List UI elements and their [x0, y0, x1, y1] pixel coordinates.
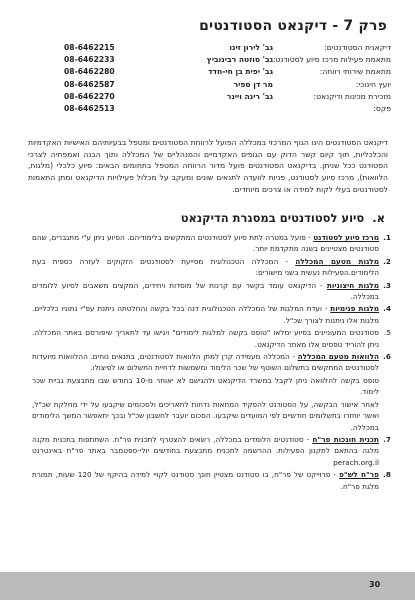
list-item: [32, 256, 391, 279]
item-keyword: מלגות פנימיות: [330, 304, 379, 314]
item-keyword: מלגות חיצוניות: [326, 280, 379, 290]
assistance-list: [32, 232, 391, 493]
contact-name: גב' רינה ויינר: [226, 91, 273, 101]
item-keyword: הלוואות מטעם המכללה: [297, 352, 379, 362]
list-item: [32, 232, 391, 255]
item-text: - סטודנטים הלומדים במכללה, רשאים להצטרף לתכנית פר"ח. השתתפות בתכנית מקנה מלגה בהתאם לתקנון הפעילות. ההרשמה לתכנית מתבצעת בחודשים יולי-ספטמבר באתר פר"ח באינטרנט perach.org.il: [32, 434, 379, 467]
list-item: [32, 434, 391, 468]
list-item: [32, 327, 391, 350]
contact-phone: 08-6462513: [64, 103, 115, 113]
item-body: טופס בקשה להלוואה ניתן לקבל במשרד הדיקנאט ולהגישם לא יאוחר מ-10 בחודש שבו מתבצעת גביית שכר לימוד.: [32, 375, 379, 397]
list-item-note: [32, 399, 391, 433]
section-letter: א.: [372, 211, 385, 225]
contact-name: מר דן ספיר: [233, 79, 273, 89]
contact-row: [64, 91, 391, 103]
item-number: 2.: [383, 256, 391, 266]
item-body: [32, 280, 379, 303]
page-number: 30: [369, 580, 381, 589]
item-body: [32, 351, 379, 374]
item-number: 5.: [384, 328, 391, 338]
contact-row: [64, 54, 391, 66]
contact-row: [64, 79, 391, 91]
item-text: - ועדת המלגות של המכללה הטכנולוגית דנה בכל בקשה והחלטתה ניתנת עפ"י נתוניו כלכליים. מלגות אלו ניתנות לצורך שכ"ל.: [32, 304, 379, 325]
item-text: סטודנטים המעוניינים בסיוע ימלאו "טופס בקשה למלגות לימודים" ויגישו עד לתאריך שיפורסם באתר המכללה. ניתן להוריד טפסים אלו מאתר הדיקנאט.: [32, 328, 379, 349]
contact-role: דיקאנית הסטודנטים:: [324, 43, 391, 52]
section-heading: [30, 211, 385, 225]
contact-phone: 08-6462587: [64, 79, 115, 89]
list-item: [32, 280, 391, 303]
item-keyword: תכנית חונכות פר"ח: [312, 434, 380, 444]
list-item: [32, 351, 391, 374]
item-number: 1.: [383, 233, 391, 242]
list-item: [32, 469, 391, 492]
item-number: 4.: [383, 304, 391, 314]
item-number: 3.: [383, 280, 391, 290]
item-body: [32, 232, 379, 255]
item-text: - פרוייקט של פר"ח, בו סטודנט מצטיין חונך סטודנט לקויי למידה בהיקף של 120 שעות, תמורת מלגת פר"ח.: [32, 470, 379, 491]
item-text: - המכללה מעמידה קרן למתן הלוואות לסטודנטים, בתנאים נוחים. ההלוואות מיועדות לסטודנטים המתקשים בתשלום השוטף של שכר הלימוד ומשמשות לדחיית התשלום או לפיצולו.: [32, 352, 379, 373]
item-number: 6.: [383, 352, 391, 362]
item-number: [379, 375, 391, 398]
item-text: - פועל במטרה לתת סיוע לסטודנטים המתקשים בלימודיהם. הסיוע ניתן ע"י מתגברים, שהם סטודנטים מצטיינים בשנה מתקדמת יותר.: [32, 233, 379, 254]
contact-row-fax: [64, 103, 391, 115]
item-body: [32, 469, 379, 492]
list-item: [32, 303, 391, 326]
item-keyword: פר"ח לש"פ: [339, 470, 379, 480]
intro-paragraph: דיקנאט הסטודנטים הינו הגוף המרכזי במכללה הפועל לרווחת הסטודנטים ומטפל בבעיותיהם האישיות האקדמיות והכלכליות, תוך קיום קשר הדוק עם הגופים האקדמיים והמנהליים של המכללה ותוך הבנה ואמפתיה לצרכי הסטודנט ככל שניתן. בדיקנאט הסטודנטים פועל מדור הרווחה המטפל בתחומים הבאים: סיוע כלכלי (מלגות, הלוואות), מרכז סיוע לסטודנט, פניות לוועדה לתנאים שונים ומעקב על מכלול פעילויות הדיקנאט ומתן התאמות לסטודנטים בעלי לקות למידה או צרכים מיוחדים.: [28, 138, 388, 194]
contact-phone: 08-6462215: [64, 43, 115, 52]
item-keyword: מלגות מטעם המכללה: [295, 256, 379, 266]
item-text: - הדיקנאט עומד בקשר עם קרנות של מוסדות ויחידים, המקצים משאבים לסיוע ללומדים במכללה.: [32, 280, 379, 302]
item-number: [379, 399, 391, 433]
contact-row: [64, 42, 391, 54]
item-body: [32, 256, 379, 279]
list-item-note: [32, 375, 391, 398]
footer-bar: [0, 572, 415, 600]
contact-phone: 08-6462280: [64, 67, 115, 77]
contact-name: גב' סוזטה רבינוביץ: [206, 55, 273, 65]
item-number: 7.: [383, 434, 391, 444]
contact-phone: 08-6462233: [64, 55, 115, 65]
contact-name: גב' יפית בן חי-חדד: [208, 67, 273, 77]
item-text: - המכללה הטכנולוגית מסייעת לסטודנטים הזקוקים לעזרה כספית בעת הלימודים.הפעילות נעשית בשני מישורים:: [32, 256, 379, 278]
contact-row: [64, 66, 391, 78]
contact-role: יועץ חינוכי:: [355, 79, 391, 89]
contacts-list: [64, 42, 391, 115]
item-number: 8.: [383, 470, 391, 480]
item-keyword: מרכז סיוע לסטודנט: [313, 233, 379, 242]
contact-role: מזכירת מכינות ודיקנאט:: [313, 91, 391, 101]
item-body: [32, 327, 379, 350]
contact-phone: 08-6462270: [64, 91, 115, 101]
item-body: [32, 303, 379, 326]
contact-name: גב' לירון זינו: [229, 43, 273, 52]
item-body: [32, 434, 379, 468]
contact-role: פקס:: [373, 103, 391, 113]
chapter-title: פרק 7 - דיקנאט הסטודנטים: [199, 18, 387, 34]
contact-role: מתאמת שירותי רווחה:: [319, 67, 391, 77]
contact-role: מתאמת פעילות מרכז סיוע לסטודנט:: [272, 55, 391, 65]
section-title: סיוע לסטודנטים במסגרת הדיקנאט: [180, 211, 365, 225]
item-body: לאחר אישור הבקשה, על הסטודנט להפקיד המחאות נדחות לתאריכים ולסכומים שיקבעו על ידי מחלקת שכ"ל, ואשר יוחזרו בתשלומים חודשיים לפי המועדים שיקבעו. הסכום יועבר לחשבון שכ"ל ובכך יתאפשר המשך הלימודים במכללה.: [32, 399, 379, 432]
